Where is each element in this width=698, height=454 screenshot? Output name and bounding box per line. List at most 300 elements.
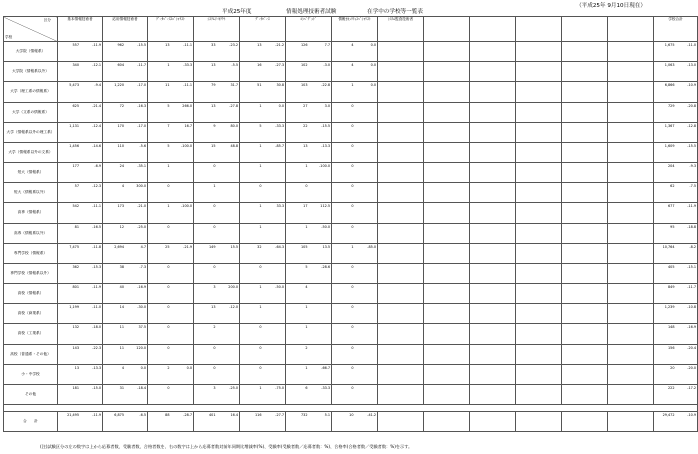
cell-rate: 266.0 [182, 103, 192, 108]
cell-rate: -15.5 [137, 43, 146, 47]
cell-rate: -15.0 [92, 385, 101, 390]
data-cell [240, 183, 286, 203]
cell-value [562, 337, 585, 343]
cell-value [148, 337, 171, 343]
data-cell [58, 183, 103, 203]
cell-line [194, 216, 239, 222]
cell-line [332, 357, 377, 363]
cell-line [240, 398, 285, 404]
cell-line [103, 95, 147, 101]
cell-line [240, 378, 285, 384]
data-cell [103, 412, 148, 432]
cell-value [194, 216, 217, 222]
cell-rate [80, 115, 102, 121]
cell-rate [447, 297, 470, 303]
cell-rate [585, 75, 608, 81]
cell-line [608, 277, 653, 283]
cell-value [148, 115, 171, 121]
cell-value: 557 [72, 43, 79, 47]
cell-rate [217, 135, 240, 141]
cell-rate: -75.0 [275, 385, 284, 390]
data-cell [608, 243, 654, 263]
cell-value [58, 196, 80, 202]
cell-line [332, 425, 377, 431]
cell-value: 13 [257, 43, 262, 47]
data-cell [148, 102, 194, 122]
data-cell [654, 163, 698, 183]
cell-value: 3 [213, 285, 216, 290]
cell-value [470, 297, 493, 303]
data-cell [148, 42, 194, 62]
data-cell [424, 42, 470, 62]
data-cell [378, 163, 424, 183]
cell-rate [631, 357, 654, 363]
cell-rate [631, 277, 654, 283]
cell-value [608, 135, 631, 141]
cell-line [654, 55, 697, 61]
cell-value [240, 257, 263, 263]
cell-value: 17 [303, 204, 308, 209]
cell-rate [80, 156, 102, 162]
cell-line [470, 236, 515, 242]
cell-rate [125, 236, 147, 242]
cell-rate [539, 176, 562, 182]
cell-value [378, 156, 401, 162]
row-label: 高専（情報系） [4, 203, 58, 223]
cell-rate: -21.2 [275, 43, 284, 47]
data-cell [332, 102, 378, 122]
cell-line [654, 196, 697, 202]
cell-line [194, 378, 239, 384]
cell-rate: -85.0 [367, 244, 376, 249]
cell-line [103, 378, 147, 384]
cell-line [470, 156, 515, 162]
cell-rate [539, 115, 562, 121]
cell-value [424, 156, 447, 162]
cell-line [562, 277, 607, 283]
data-cell [194, 142, 240, 162]
cell-value [608, 317, 631, 323]
cell-rate [263, 216, 286, 222]
cell-rate [171, 95, 194, 101]
row-label: 高校（情報系） [4, 284, 58, 304]
data-cell [654, 42, 698, 62]
cell-value: 1 [305, 305, 308, 310]
cell-value [286, 398, 309, 404]
data-cell [194, 42, 240, 62]
cell-line [470, 398, 515, 404]
cell-line [240, 156, 285, 162]
cell-value [103, 196, 125, 202]
cell-value: 604 [117, 63, 124, 68]
cell-value [424, 297, 447, 303]
data-cell [378, 42, 424, 62]
cell-value [424, 257, 447, 263]
column-header-12 [562, 17, 608, 42]
cell-value: 0 [259, 345, 262, 350]
cell-rate: -15.3 [92, 264, 101, 269]
cell-value [58, 425, 80, 431]
column-header-14: 学校合計 [654, 17, 698, 42]
cell-value: 1,675 [664, 43, 675, 47]
cell-value: 40 [119, 285, 124, 290]
cell-value [654, 317, 676, 323]
data-cell [103, 142, 148, 162]
cell-line [378, 236, 423, 242]
cell-line [516, 75, 561, 81]
table-row [4, 163, 698, 183]
cell-value: 340 [72, 63, 79, 68]
cell-rate: 300.0 [136, 184, 146, 189]
cell-value [194, 156, 217, 162]
cell-line [516, 277, 561, 283]
data-cell [654, 344, 698, 364]
cell-value [58, 277, 80, 283]
cell-line [654, 176, 697, 182]
cell-value [194, 378, 217, 384]
column-header-4: ｼｽﾃﾑｱｰｷﾃｸﾄ [194, 17, 240, 42]
cell-rate [355, 176, 378, 182]
cell-value [148, 277, 171, 283]
cell-value: 405 [668, 264, 675, 269]
cell-rate [493, 425, 516, 431]
data-cell [608, 122, 654, 142]
data-cell [240, 412, 286, 432]
cell-line [378, 75, 423, 81]
cell-rate: -6.9 [94, 164, 101, 169]
cell-value: 0 [259, 184, 262, 189]
data-cell [332, 324, 378, 344]
cell-value [148, 135, 171, 141]
cell-rate [80, 317, 102, 323]
cell-value: 5 [167, 103, 170, 108]
data-cell [562, 412, 608, 432]
cell-rate [631, 378, 654, 384]
cell-rate [585, 425, 608, 431]
cell-rate [539, 156, 562, 162]
cell-rate [493, 337, 516, 343]
cell-value [516, 55, 539, 61]
cell-value: 0 [351, 204, 354, 209]
data-cell [148, 82, 194, 102]
data-cell [148, 284, 194, 304]
data-cell [562, 344, 608, 364]
data-cell [58, 82, 103, 102]
cell-value [148, 257, 171, 263]
data-cell [378, 62, 424, 82]
cell-line [148, 277, 193, 283]
cell-value [194, 135, 217, 141]
data-cell [608, 364, 654, 384]
cell-rate [585, 317, 608, 323]
cell-rate [309, 95, 332, 101]
cell-value [470, 95, 493, 101]
cell-value: 31 [119, 385, 124, 390]
cell-rate [355, 378, 378, 384]
cell-value [286, 236, 309, 242]
cell-rate: 3.0 [324, 103, 330, 108]
cell-line [332, 135, 377, 141]
cell-rate [676, 398, 698, 404]
cell-value: 1,609 [664, 143, 675, 148]
cell-rate [80, 236, 102, 242]
cell-line [58, 196, 102, 202]
data-cell [562, 223, 608, 243]
cell-rate [676, 236, 698, 242]
cell-line [470, 115, 515, 121]
cell-line [378, 297, 423, 303]
cell-rate [676, 196, 698, 202]
cell-line [240, 55, 285, 61]
cell-value: 849 [668, 285, 675, 290]
data-cell [470, 223, 516, 243]
data-cell [654, 203, 698, 223]
cell-value: 1 [259, 204, 262, 209]
cell-rate: -12.1 [92, 63, 101, 68]
data-cell [240, 163, 286, 183]
cell-line [470, 176, 515, 182]
cell-rate [676, 317, 698, 323]
cell-rate: -12.4 [92, 123, 101, 128]
cell-rate [401, 398, 424, 404]
cell-rate [355, 398, 378, 404]
cell-rate [263, 398, 286, 404]
cell-value [424, 95, 447, 101]
cell-value: 14 [119, 305, 124, 310]
cell-rate [676, 257, 698, 263]
cell-value [240, 156, 263, 162]
cell-value [148, 75, 171, 81]
data-cell [470, 284, 516, 304]
cell-rate [585, 156, 608, 162]
cell-value [332, 135, 355, 141]
cell-value [516, 156, 539, 162]
cell-value [516, 337, 539, 343]
cell-rate [493, 357, 516, 363]
cell-value [240, 75, 263, 81]
data-cell [240, 364, 286, 384]
row-label: 合 計 [4, 412, 58, 432]
cell-line [562, 115, 607, 121]
cell-rate: -9.3 [689, 164, 696, 169]
cell-value: 1 [213, 184, 216, 189]
cell-rate [631, 257, 654, 263]
cell-line [654, 95, 697, 101]
cell-rate [493, 317, 516, 323]
cell-value [332, 176, 355, 182]
cell-rate [217, 156, 240, 162]
cell-line [286, 337, 331, 343]
data-cell [286, 304, 332, 324]
data-cell [240, 62, 286, 82]
cell-line [194, 398, 239, 404]
data-cell [332, 384, 378, 404]
cell-value [286, 317, 309, 323]
cell-value: 51 [257, 83, 262, 88]
cell-rate [171, 398, 194, 404]
cell-rate [171, 216, 194, 222]
cell-rate [401, 236, 424, 242]
cell-line [516, 297, 561, 303]
row-label: 短大（情報系以外） [4, 183, 58, 203]
cell-line [470, 257, 515, 263]
cell-value [58, 156, 80, 162]
data-cell [470, 142, 516, 162]
cell-rate [309, 337, 332, 343]
cell-rate: -11.9 [687, 204, 696, 209]
cell-value: 11 [165, 83, 170, 88]
data-cell [332, 62, 378, 82]
data-cell [240, 243, 286, 263]
data-cell [378, 384, 424, 404]
data-cell [378, 203, 424, 223]
row-label: 大学院（情報系以外） [4, 62, 58, 82]
cell-value: 0 [213, 204, 216, 209]
cell-value [424, 277, 447, 283]
cell-line [194, 257, 239, 263]
cell-value: 1 [259, 285, 262, 290]
cell-line [148, 317, 193, 323]
cell-line [470, 55, 515, 61]
cell-line [240, 115, 285, 121]
cell-rate [171, 277, 194, 283]
cell-value: 0 [259, 325, 262, 330]
cell-value [424, 357, 447, 363]
data-cell [608, 384, 654, 404]
cell-line [332, 236, 377, 242]
cell-line [286, 317, 331, 323]
cell-value [562, 317, 585, 323]
cell-line [240, 196, 285, 202]
column-header-10 [470, 17, 516, 42]
column-header-3: ﾃﾞｰﾀﾍﾞｰｽｽﾍﾟｼｬﾘｽﾄ [148, 17, 194, 42]
cell-rate: -10.9 [687, 83, 696, 88]
cell-line [240, 75, 285, 81]
cell-line [608, 398, 653, 404]
title-exam: 情報処理技術者試験 [286, 9, 337, 15]
cell-value [148, 216, 171, 222]
cell-value: 0 [167, 325, 170, 330]
cell-rate [447, 337, 470, 343]
cell-value: 4 [351, 43, 354, 47]
cell-rate: -50.0 [321, 224, 330, 229]
cell-rate [217, 317, 240, 323]
data-cell [58, 163, 103, 183]
cell-value [286, 196, 309, 202]
data-cell [58, 42, 103, 62]
cell-value [516, 357, 539, 363]
cell-line [608, 425, 653, 431]
cell-rate [217, 297, 240, 303]
cell-rate [631, 398, 654, 404]
data-cell [148, 384, 194, 404]
cell-line [286, 75, 331, 81]
row-label: 短大（情報系） [4, 163, 58, 183]
cell-line [103, 216, 147, 222]
cell-line [148, 135, 193, 141]
cell-rate: -22.3 [92, 345, 101, 350]
cell-line [424, 115, 469, 121]
cell-line [103, 337, 147, 343]
cell-value [562, 357, 585, 363]
data-cell [103, 364, 148, 384]
cell-rate [539, 425, 562, 431]
corner-school-label: 学校 [5, 35, 13, 39]
cell-value [378, 115, 401, 121]
cell-rate [539, 277, 562, 283]
cell-rate: 15.5 [230, 244, 238, 249]
cell-value [562, 297, 585, 303]
cell-rate: -11.9 [92, 43, 101, 47]
cell-value [378, 277, 401, 283]
cell-line [148, 176, 193, 182]
cell-value: 1 [351, 83, 354, 88]
data-cell [194, 163, 240, 183]
cell-rate [447, 277, 470, 283]
data-cell [194, 223, 240, 243]
cell-value [332, 216, 355, 222]
data-cell [240, 284, 286, 304]
cell-value: 9 [213, 123, 216, 128]
data-cell [286, 42, 332, 62]
cell-value [470, 156, 493, 162]
data-cell [424, 82, 470, 102]
cell-value [286, 95, 309, 101]
data-cell [194, 364, 240, 384]
cell-value: 25 [165, 244, 170, 249]
cell-line [148, 95, 193, 101]
cell-value [148, 425, 171, 431]
cell-value: 156 [668, 345, 675, 350]
cell-value: 132 [72, 325, 79, 330]
cell-rate: -20.4 [687, 345, 696, 350]
data-cell [378, 344, 424, 364]
cell-value: 1 [259, 103, 262, 108]
data-cell [194, 412, 240, 432]
cell-value [378, 257, 401, 263]
cell-rate: -17.2 [687, 385, 696, 390]
cell-line [470, 196, 515, 202]
cell-line [608, 317, 653, 323]
cell-rate: -10.8 [687, 305, 696, 310]
cell-value [194, 317, 217, 323]
data-cell [194, 243, 240, 263]
cell-value [58, 317, 80, 323]
results-table [3, 16, 698, 432]
cell-line [58, 398, 102, 404]
cell-line [103, 357, 147, 363]
data-cell [608, 183, 654, 203]
cell-value [470, 176, 493, 182]
cell-rate [676, 75, 698, 81]
data-cell [516, 203, 562, 223]
cell-rate: -8.2 [689, 244, 696, 249]
cell-value [240, 176, 263, 182]
cell-rate [447, 398, 470, 404]
cell-line [562, 317, 607, 323]
cell-rate [171, 196, 194, 202]
cell-rate [355, 425, 378, 431]
cell-value [332, 115, 355, 121]
cell-rate [631, 425, 654, 431]
cell-line [424, 176, 469, 182]
cell-value [58, 75, 80, 81]
cell-line [332, 398, 377, 404]
data-cell [148, 344, 194, 364]
data-cell [654, 102, 698, 122]
data-cell [424, 263, 470, 283]
cell-rate: -14.6 [92, 143, 101, 148]
